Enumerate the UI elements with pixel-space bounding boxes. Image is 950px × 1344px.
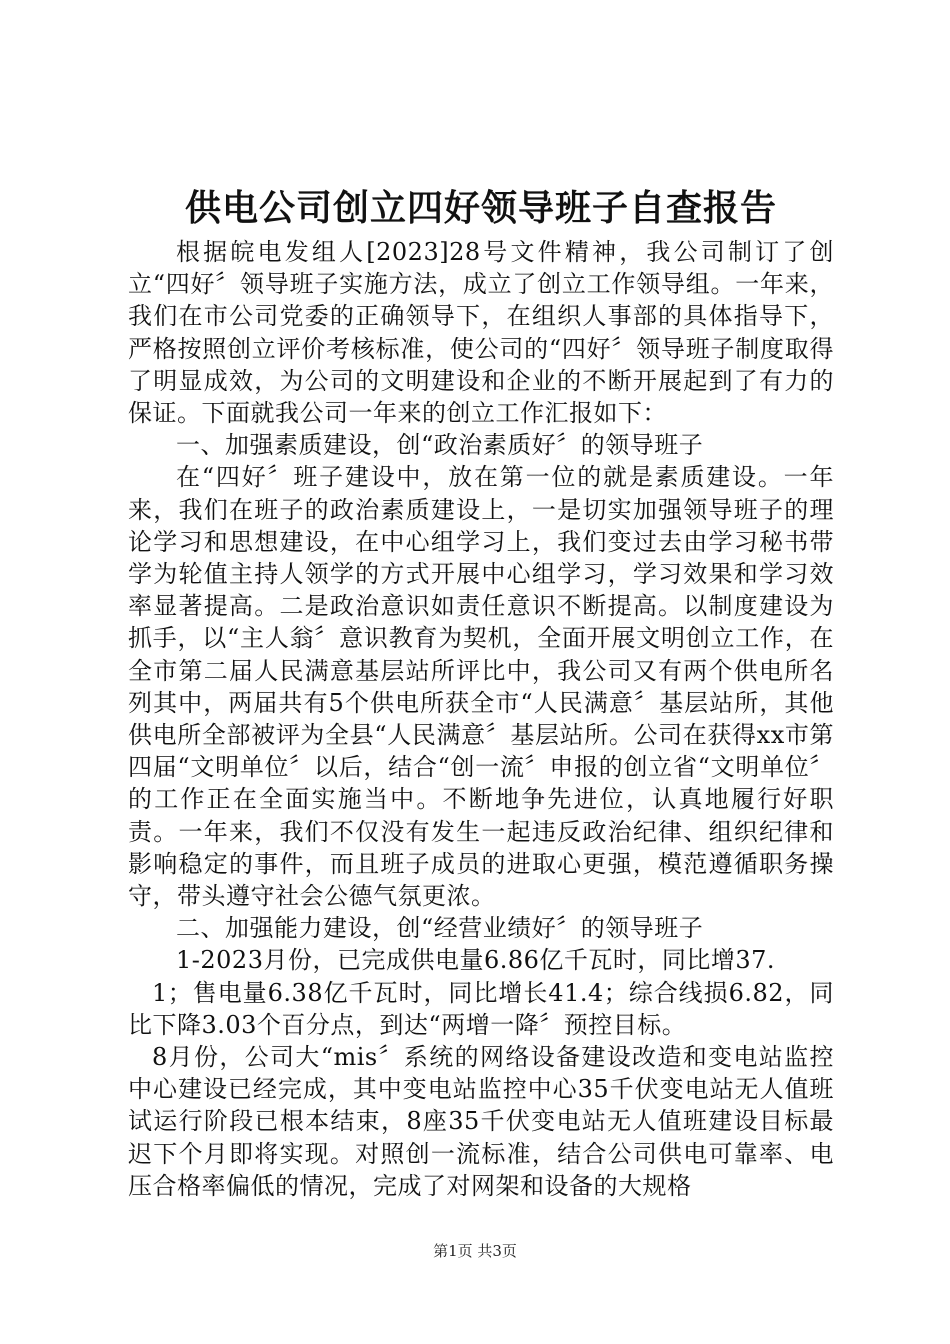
- section-2-stats-line: 1-2023月份，已完成供电量6.86亿千瓦时，同比增37.: [176, 946, 776, 975]
- document-title: 供电公司创立四好领导班子自查报告: [184, 188, 777, 229]
- page-footer: 第1页 共3页: [433, 1242, 517, 1260]
- document-page: [128, 185, 834, 1202]
- intro-paragraph: 根据皖电发组人[2023]28号文件精神，我公司制订了创立“四好〞领导班子实施方法，成立了创立工作领导组。一年来，我们在市公司党委的正确领导下，在组织人事部的具体指导下，严格按照创立评价考核标准，使公司的“四好〞领导班子制度取得了明显成效，为公司的文明建设和企业的不断开展起到了有力的保证。下面就我公司一年来的创立工作汇报如下：: [128, 238, 834, 428]
- section-2-stats-continued: 1；售电量6.38亿千瓦时，同比增长41.4；综合线损6.82，同比下降3.03个百分点，到达“两增一降〞预控目标。: [128, 978, 834, 1039]
- section-heading-2: 二、加强能力建设，创“经营业绩好〞的领导班子: [176, 914, 704, 943]
- section-2-paragraph: 8月份，公司大“mis〞系统的网络设备建设改造和变电站监控中心建设已经完成，其中变电站监控中心35千伏变电站无人值班试运行阶段已根本结束，8座35千伏变电站无人值班建设目标最迟下个月即将实现。对照创一流标准，结合公司供电可靠率、电压合格率偏低的情况，完成了对网架和设备的大规格: [128, 1043, 834, 1200]
- section-1-paragraph: 在“四好〞班子建设中，放在第一位的就是素质建设。一年来，我们在班子的政治素质建设上，一是切实加强领导班子的理论学习和思想建设，在中心组学习上，我们变过去由学习秘书带学为轮值主持人领学的方式开展中心组学习，学习效果和学习效率显著提高。二是政治意识如责任意识不断提高。以制度建设为抓手，以“主人翁〞意识教育为契机，全面开展文明创立工作，在全市第二届人民满意基层站所评比中，我公司又有两个供电所名列其中，两届共有5个供电所获全市“人民满意〞基层站所，其他供电所全部被评为全县“人民满意〞基层站所。公司在获得xx市第四届“文明单位〞以后，结合“创一流〞申报的创立省“文明单位〞的工作正在全面实施当中。不断地争先进位，认真地履行好职责。一年来，我们不仅没有发生一起违反政治纪律、组织纪律和影响稳定的事件，而且班子成员的进取心更强，模范遵循职务操守，带头遵守社会公德气氛更浓。: [128, 463, 834, 911]
- section-heading-1: 一、加强素质建设，创“政治素质好〞的领导班子: [176, 431, 704, 460]
